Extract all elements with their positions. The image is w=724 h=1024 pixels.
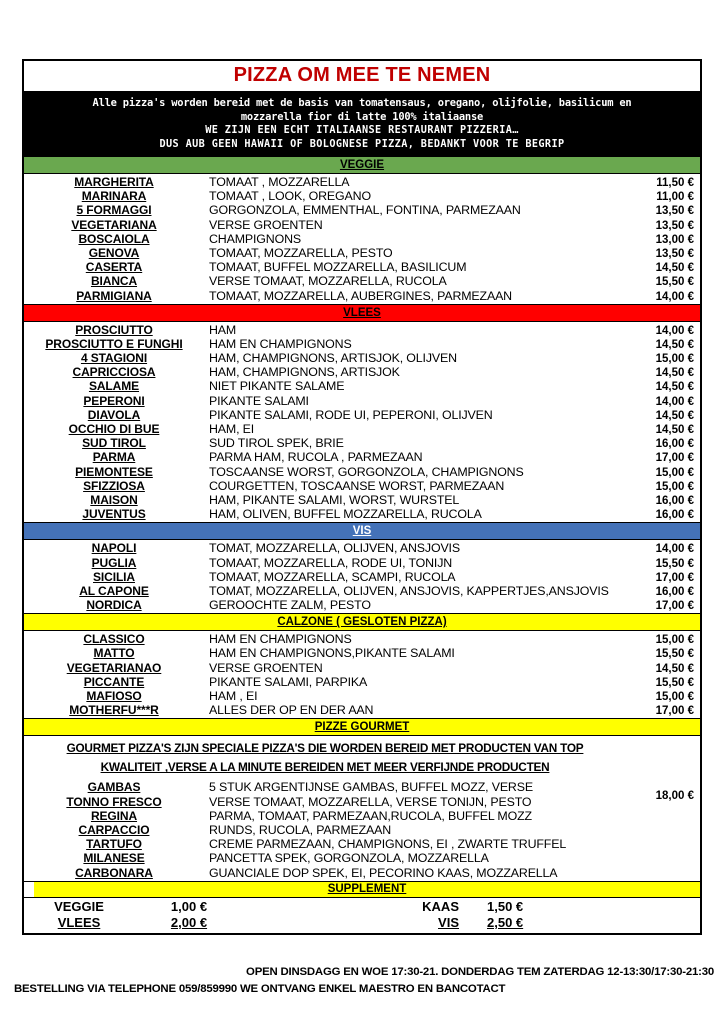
item-price: 14,50 € <box>655 367 694 380</box>
item-price: 16,00 € <box>655 438 694 451</box>
item-description: HAM EN CHAMPIGNONS <box>209 336 352 351</box>
item-name: MATTO <box>93 646 135 661</box>
intro-line-2: mozzarella fior di latte 100% italiaanse <box>240 111 484 123</box>
menu-row <box>24 218 700 232</box>
item-name: DIAVOLA <box>87 407 141 422</box>
menu-row <box>24 632 700 646</box>
item-description: CREME PARMEZAAN, CHAMPIGNONS, EI , ZWARTE TRUFFEL <box>209 837 567 852</box>
item-name: VEGETARIANAO <box>66 660 162 675</box>
item-name: REGINA <box>90 808 138 823</box>
intro-line-3: WE ZIJN EEN ECHT ITALIAANSE RESTAURANT PIZZERIA… <box>205 125 519 136</box>
item-description: PANCETTA SPEK, GORGONZOLA, MOZZARELLA <box>209 851 489 866</box>
menu-row <box>24 365 700 379</box>
item-description: TOMAAT, MOZZARELLA, AUBERGINES, PARMEZAAN <box>209 288 512 303</box>
item-price: 14,00 € <box>655 324 694 337</box>
item-name: AL CAPONE <box>79 583 149 598</box>
menu-row <box>24 408 700 422</box>
item-name: CAPRICCIOSA <box>72 365 156 380</box>
menu-row <box>24 246 700 260</box>
item-description: TOMAT, MOZZARELLA, OLIJVEN, ANSJOVIS <box>209 541 460 556</box>
item-description: TOMAAT, MOZZARELLA, PESTO <box>209 245 393 260</box>
menu-row <box>24 337 700 351</box>
section-items-vlees <box>24 322 700 523</box>
section-header-vis-label: VIS <box>352 525 372 538</box>
item-description: SUD TIROL SPEK, BRIE <box>209 436 344 451</box>
supplement-price-left: 1,00 € <box>170 898 208 914</box>
item-name: 5 FORMAGGI <box>76 203 152 218</box>
item-price: 13,00 € <box>655 233 694 246</box>
item-name: PARMIGIANA <box>76 288 152 303</box>
menu-row <box>24 823 618 837</box>
item-name: MARGHERITA <box>74 175 154 189</box>
item-name: BOSCAIOLA <box>78 231 150 246</box>
item-description: HAM EN CHAMPIGNONS,PIKANTE SALAMI <box>209 646 455 661</box>
item-name: MARINARA <box>81 189 147 204</box>
item-name: NAPOLI <box>91 541 137 556</box>
section-header-supplement-label: SUPPLEMENT <box>327 882 407 895</box>
item-description: HAM, EI <box>209 422 255 436</box>
item-price: 11,00 € <box>656 191 694 204</box>
item-description: ALLES DER OP EN DER AAN <box>209 703 374 718</box>
item-name: PROSCIUTTO E FUNGHI <box>45 336 183 351</box>
section-header-supplement <box>24 881 700 898</box>
ordering-info: BESTELLING VIA TELEPHONE 059/859990 WE ONTVANG ENKEL MAESTRO EN BANCOTACT <box>14 983 506 995</box>
menu-row <box>24 351 700 365</box>
section-header-vis <box>24 522 700 540</box>
item-price: 14,00 € <box>655 543 694 556</box>
item-price: 16,00 € <box>655 494 694 507</box>
item-description: TOMAAT, BUFFEL MOZZARELLA, BASILICUM <box>209 260 467 275</box>
menu-row <box>24 675 700 689</box>
menu-row <box>24 175 700 189</box>
section-items-gourmet <box>24 736 700 880</box>
menu-row <box>24 661 700 675</box>
item-name: OCCHIO DI BUE <box>68 422 160 436</box>
item-description: TOMAAT , MOZZARELLA <box>209 175 350 189</box>
supplement-row <box>24 915 700 931</box>
item-name: MILANESE <box>83 851 145 866</box>
menu-row <box>24 274 700 288</box>
item-price: 17,00 € <box>655 600 694 613</box>
item-price: 15,00 € <box>655 691 694 703</box>
supplement-label-right: VIS <box>438 914 459 930</box>
item-description: PARMA HAM, RUCOLA , PARMEZAAN <box>209 450 423 465</box>
item-description: TOSCAANSE WORST, GORGONZOLA, CHAMPIGNONS <box>209 464 524 479</box>
item-name: SFIZZIOSA <box>83 478 145 493</box>
item-name: SICILIA <box>93 569 135 584</box>
item-price: 13,50 € <box>655 247 694 260</box>
item-name: CARPACCIO <box>78 822 150 837</box>
item-description: TOMAT, MOZZARELLA, OLIJVEN, ANSJOVIS, KAPPERTJES,ANSJOVIS <box>209 583 609 598</box>
item-price: 15,50 € <box>655 276 694 289</box>
item-price: 15,50 € <box>655 648 694 661</box>
menu-card <box>22 59 702 935</box>
section-header-vlees <box>24 304 700 322</box>
item-description: HAM <box>209 322 237 337</box>
item-description: PARMA, TOMAAT, PARMEZAAN,RUCOLA, BUFFEL MOZZ <box>209 808 532 823</box>
item-name: 4 STAGIONI <box>80 351 148 366</box>
item-name: PIEMONTESE <box>75 464 153 479</box>
item-price: 14,50 € <box>655 262 694 275</box>
item-price: 14,50 € <box>655 424 694 436</box>
item-description: RUNDS, RUCOLA, PARMEZAAN <box>209 822 392 837</box>
intro-line-4: DUS AUB GEEN HAWAII OF BOLOGNESE PIZZA, BEDANKT VOOR TE BEGRIP <box>159 139 565 150</box>
section-header-gourmet <box>24 718 700 736</box>
menu-row <box>24 465 700 479</box>
item-name: MAFIOSO <box>86 689 142 703</box>
section-header-calzone <box>24 613 700 631</box>
menu-row <box>24 866 618 880</box>
item-price: 15,00 € <box>655 480 694 493</box>
item-name: CARBONARA <box>75 865 153 880</box>
item-description: NIET PIKANTE SALAME <box>209 379 345 394</box>
menu-row <box>24 507 700 521</box>
item-description: VERSE TOMAAT, MOZZARELLA, VERSE TONIJN, PESTO <box>209 794 532 809</box>
item-price: 16,00 € <box>655 509 694 522</box>
supplement-label-left: VLEES <box>57 914 101 930</box>
menu-row <box>24 260 700 274</box>
item-description: PIKANTE SALAMI <box>209 393 309 408</box>
item-description: HAM, OLIVEN, BUFFEL MOZZARELLA, RUCOLA <box>209 507 482 522</box>
section-items-veggie <box>24 174 700 304</box>
section-header-veggie-label: VEGGIE <box>339 159 385 171</box>
item-name: NORDICA <box>86 598 142 613</box>
menu-row <box>24 795 618 809</box>
item-name: TARTUFO <box>86 837 142 852</box>
intro-line-1: Alle pizza's worden bereid met de basis van tomatensaus, oregano, olijfolie, basilicum en <box>92 97 632 109</box>
item-price: 17,00 € <box>655 571 694 584</box>
item-price: 15,50 € <box>655 557 694 570</box>
supplement-price-left: 2,00 € <box>170 914 208 930</box>
item-description: GORGONZOLA, EMMENTHAL, FONTINA, PARMEZAAN <box>209 203 521 218</box>
item-price: 11,50 € <box>656 177 694 189</box>
section-header-calzone-label: CALZONE ( GESLOTEN PIZZA) <box>277 616 447 629</box>
gourmet-note <box>24 736 618 779</box>
menu-row <box>24 203 700 217</box>
menu-row <box>24 809 618 823</box>
item-name: GAMBAS <box>87 780 141 795</box>
item-description: HAM, PIKANTE SALAMI, WORST, WURSTEL <box>209 492 460 507</box>
menu-row <box>24 289 700 303</box>
item-price: 17,00 € <box>655 705 694 718</box>
intro-block <box>24 91 700 156</box>
item-description: VERSE TOMAAT, MOZZARELLA, RUCOLA <box>209 274 447 289</box>
item-description: VERSE GROENTEN <box>209 660 323 675</box>
item-price: 14,50 € <box>655 662 694 675</box>
menu-row <box>24 541 700 555</box>
supplement-price-right: 2,50 € <box>487 914 524 930</box>
item-description: TOMAAT , LOOK, OREGANO <box>209 189 371 204</box>
item-description: HAM EN CHAMPIGNONS <box>209 632 352 647</box>
menu-row <box>24 689 700 703</box>
item-price: 15,00 € <box>655 634 694 647</box>
item-description: HAM, CHAMPIGNONS, ARTISJOK <box>209 365 400 380</box>
item-price: 14,50 € <box>655 409 694 422</box>
item-name: PUGLIA <box>91 555 137 570</box>
menu-row <box>24 450 700 464</box>
menu-row <box>24 493 700 507</box>
menu-row <box>24 436 700 450</box>
item-name: TONNO FRESCO <box>66 794 162 809</box>
item-price: 15,00 € <box>655 466 694 479</box>
item-name: GENOVA <box>88 245 140 260</box>
item-name: JUVENTUS <box>82 507 146 522</box>
section-items-supplement <box>24 898 700 933</box>
opening-hours: OPEN DINSDAGG EN WOE 17:30-21. DONDERDAG TEM ZATERDAG 12-13:30/17:30-21:30 <box>246 966 714 978</box>
menu-row <box>24 851 618 865</box>
menu-row <box>24 646 700 660</box>
item-description: HAM, CHAMPIGNONS, ARTISJOK, OLIJVEN <box>209 351 457 366</box>
item-price: 14,00 € <box>655 290 694 303</box>
menu-row <box>24 598 700 612</box>
gourmet-price: 18,00 € <box>655 789 694 802</box>
menu-row <box>24 232 700 246</box>
section-header-veggie <box>24 156 700 174</box>
menu-row <box>24 323 700 337</box>
menu-row <box>24 780 618 794</box>
item-name: SALAME <box>88 379 140 394</box>
item-price: 14,50 € <box>655 338 694 351</box>
item-description: GUANCIALE DOP SPEK, EI, PECORINO KAAS, MOZZARELLA <box>209 865 558 880</box>
item-description: 5 STUK ARGENTIJNSE GAMBAS, BUFFEL MOZZ, VERSE <box>209 780 533 795</box>
page-title: PIZZA OM MEE TE NEMEN <box>233 64 491 86</box>
item-price: 14,00 € <box>655 395 694 408</box>
gourmet-note-line-1: GOURMET PIZZA'S ZIJN SPECIALE PIZZA'S DIE WORDEN BEREID MET PRODUCTEN VAN TOP <box>66 741 584 756</box>
item-price: 13,50 € <box>655 205 694 218</box>
menu-row <box>24 570 700 584</box>
item-description: GEROOCHTE ZALM, PESTO <box>209 598 371 613</box>
item-price: 15,50 € <box>655 676 694 689</box>
item-description: COURGETTEN, TOSCAANSE WORST, PARMEZAAN <box>209 478 505 493</box>
item-description: PIKANTE SALAMI, RODE UI, PEPERONI, OLIJVEN <box>209 407 493 422</box>
item-name: CASERTA <box>85 260 143 275</box>
item-name: BIANCA <box>90 274 138 289</box>
item-name: VEGETARIANA <box>71 217 157 232</box>
menu-row <box>24 379 700 393</box>
item-description: CHAMPIGNONS <box>209 231 301 246</box>
supplement-row <box>24 899 700 915</box>
item-name: PROSCIUTTO <box>75 322 153 337</box>
gourmet-note-line-2: KWALITEIT ,VERSE A LA MINUTE BEREIDEN MET MEER VERFIJNDE PRODUCTEN <box>100 760 550 775</box>
item-description: PIKANTE SALAMI, PARPIKA <box>209 674 368 689</box>
menu-row <box>24 189 700 203</box>
supplement-label-left: VEGGIE <box>54 898 104 914</box>
supplement-price-right: 1,50 € <box>487 898 524 914</box>
item-name: PEPERONI <box>83 393 145 408</box>
item-description: TOMAAT, MOZZARELLA, SCAMPI, RUCOLA <box>209 569 456 584</box>
item-name: MAISON <box>90 492 138 507</box>
menu-row <box>24 422 700 436</box>
menu-row <box>24 584 700 598</box>
item-name: PARMA <box>92 450 136 465</box>
item-price: 17,00 € <box>655 452 694 465</box>
item-name: MOTHERFU***R <box>69 703 159 718</box>
menu-row <box>24 837 618 851</box>
section-header-vlees-label: VLEES <box>343 306 381 319</box>
menu-row <box>24 703 700 717</box>
section-items-vis <box>24 540 700 613</box>
item-price: 14,50 € <box>655 381 694 394</box>
section-items-calzone <box>24 631 700 718</box>
item-price: 15,00 € <box>655 353 694 366</box>
item-description: TOMAAT, MOZZARELLA, RODE UI, TONIJN <box>209 555 453 570</box>
item-price: 16,00 € <box>655 585 694 598</box>
item-description: VERSE GROENTEN <box>209 217 323 232</box>
item-name: SUD TIROL <box>82 436 146 451</box>
menu-title-bar <box>24 61 700 91</box>
menu-row <box>24 556 700 570</box>
item-price: 13,50 € <box>655 219 694 232</box>
section-header-gourmet-label: PIZZE GOURMET <box>314 721 410 734</box>
item-description: HAM , EI <box>209 689 258 703</box>
menu-row <box>24 479 700 493</box>
footer <box>14 964 714 998</box>
item-name: CLASSICO <box>83 632 145 647</box>
item-name: PICCANTE <box>83 674 145 689</box>
supplement-label-right: KAAS <box>422 898 459 914</box>
menu-row <box>24 394 700 408</box>
